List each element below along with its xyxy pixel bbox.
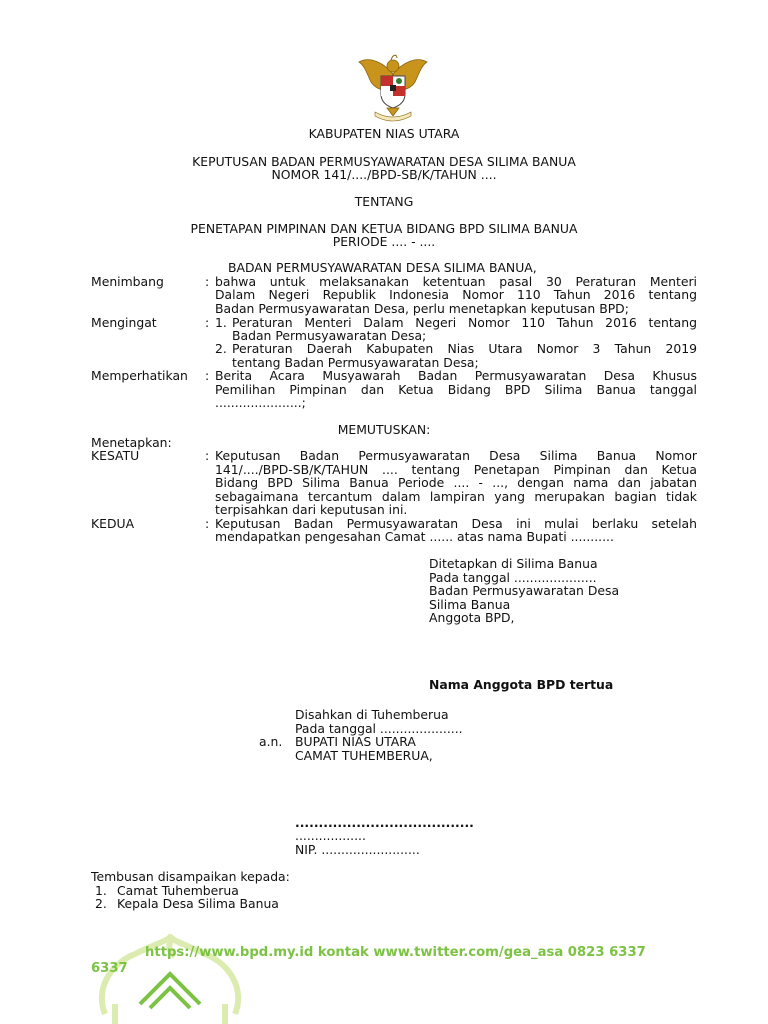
kesatu-line: terpisahkan dari keputusan ini.: [215, 502, 408, 517]
menimbang-line: bahwa untuk melaksanakan ketentuan pasal 30 Peraturan Menteri: [215, 274, 697, 289]
signature-village: Silima Banua: [429, 597, 511, 612]
signature-role: Anggota BPD,: [429, 610, 515, 625]
copies-item: Kepala Desa Silima Banua: [117, 896, 279, 911]
watermark-text-line: https://www.bpd.my.id kontak www.twitter.com/gea_asa 0823 6337: [145, 945, 646, 960]
endorser-name-placeholder: ......................................: [295, 815, 474, 830]
colon: :: [205, 368, 210, 383]
signature-date: Pada tanggal .....................: [429, 570, 597, 585]
kesatu-label: KESATU: [91, 448, 140, 463]
memperhatikan-line: ......................;: [215, 395, 306, 410]
list-number: 1.: [95, 883, 107, 898]
decree-subject: PENETAPAN PIMPINAN DAN KETUA BIDANG BPD SILIMA BANUA: [190, 221, 578, 236]
endorser-rank-placeholder: ..................: [295, 828, 366, 843]
menimbang-label: Menimbang: [91, 274, 164, 289]
colon: :: [205, 274, 210, 289]
endorsement-place: Disahkan di Tuhemberua: [295, 707, 449, 722]
mengingat-label: Mengingat: [91, 315, 157, 330]
list-number: 1.: [215, 315, 227, 330]
colon: :: [205, 315, 210, 330]
issuer-line: BADAN PERMUSYAWARATAN DESA SILIMA BANUA,: [228, 260, 537, 275]
regency-title: KABUPATEN NIAS UTARA: [308, 126, 460, 141]
kedua-line: mendapatkan pengesahan Camat ...... atas nama Bupati ...........: [215, 529, 614, 544]
list-number: 2.: [95, 896, 107, 911]
mengingat-item-line: Peraturan Menteri Dalam Negeri Nomor 110 Tahun 2016 tentang: [232, 315, 697, 330]
copies-item: Camat Tuhemberua: [117, 883, 239, 898]
endorsement-camat: CAMAT TUHEMBERUA,: [295, 748, 433, 763]
decision-heading: MEMUTUSKAN:: [337, 422, 431, 437]
decree-title: KEPUTUSAN BADAN PERMUSYAWARATAN DESA SILIMA BANUA: [192, 154, 576, 169]
menetapkan-label: Menetapkan:: [91, 435, 172, 450]
memperhatikan-line: Pemilihan Pimpinan dan Ketua Bidang BPD Silima Banua tanggal: [215, 382, 697, 397]
decree-number: NOMOR 141/..../BPD-SB/K/TAHUN ....: [271, 167, 497, 182]
kedua-label: KEDUA: [91, 516, 135, 531]
kedua-line: Keputusan Badan Permusyawaratan Desa ini mulai berlaku setelah: [215, 516, 697, 531]
an-prefix: a.n.: [259, 734, 283, 749]
mengingat-item-line: tentang Badan Permusyawaratan Desa;: [232, 355, 479, 370]
colon: :: [205, 448, 210, 463]
menimbang-line: Badan Permusyawaratan Desa, perlu menetapkan keputusan BPD;: [215, 301, 629, 316]
kesatu-line: Bidang BPD Silima Banua Periode .... - ..., dengan nama dan jabatan: [215, 475, 697, 490]
menimbang-line: Dalam Negeri Republik Indonesia Nomor 110 Tahun 2016 tentang: [215, 287, 697, 302]
copies-heading: Tembusan disampaikan kepada:: [91, 869, 290, 884]
kesatu-line: Keputusan Badan Permusyawaratan Desa Silima Banua Nomor: [215, 448, 697, 463]
endorser-nip: NIP. .........................: [295, 842, 420, 857]
kesatu-line: sebagaimana tercantum dalam lampiran yang merupakan bagian tidak: [215, 489, 697, 504]
about-heading: TENTANG: [354, 194, 414, 209]
colon: :: [205, 516, 210, 531]
decree-period: PERIODE .... - ....: [332, 234, 436, 249]
kesatu-line: 141/..../BPD-SB/K/TAHUN .... tentang Penetapan Pimpinan dan Ketua: [215, 462, 697, 477]
mengingat-item-line: Badan Permusyawaratan Desa;: [232, 328, 427, 343]
signature-body: Badan Permusyawaratan Desa: [429, 583, 620, 598]
signature-place: Ditetapkan di Silima Banua: [429, 556, 598, 571]
endorsement-regent: BUPATI NIAS UTARA: [295, 734, 416, 749]
endorsement-date: Pada tanggal .....................: [295, 721, 463, 736]
mengingat-item-line: Peraturan Daerah Kabupaten Nias Utara Nomor 3 Tahun 2019: [232, 341, 697, 356]
memperhatikan-line: Berita Acara Musyawarah Badan Permusyawaratan Desa Khusus: [215, 368, 697, 383]
memperhatikan-label: Memperhatikan: [91, 368, 188, 383]
garuda-emblem-icon: [355, 52, 431, 122]
signer-name: Nama Anggota BPD tertua: [429, 677, 614, 692]
watermark-text-line: 6337: [91, 961, 128, 976]
list-number: 2.: [215, 341, 227, 356]
